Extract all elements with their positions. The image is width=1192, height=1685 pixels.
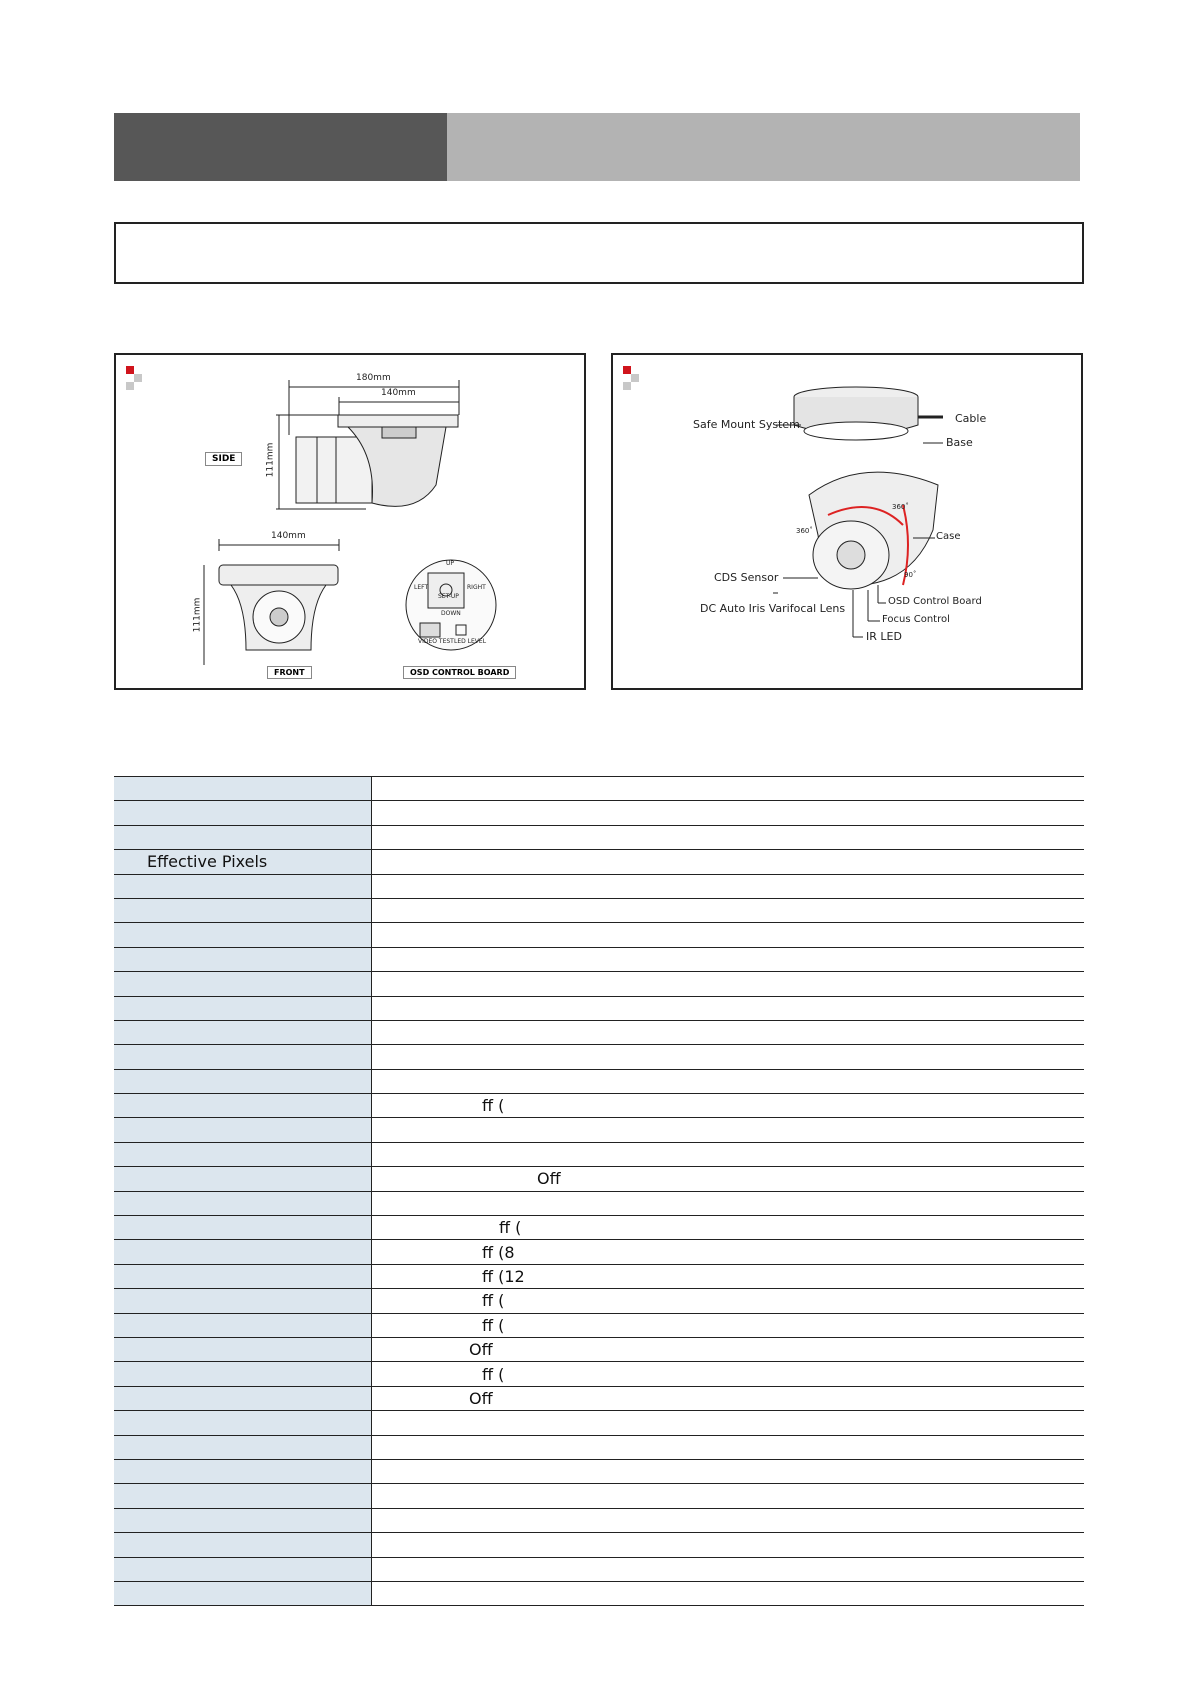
title-box bbox=[114, 222, 1084, 284]
spec-value-cell bbox=[372, 1289, 1085, 1313]
spec-row bbox=[114, 1069, 1084, 1093]
camera-dimension-drawing bbox=[116, 355, 584, 688]
components-panel bbox=[611, 353, 1083, 690]
spec-value-cell bbox=[372, 947, 1085, 971]
spec-row bbox=[114, 1533, 1084, 1557]
spec-label-cell bbox=[114, 801, 372, 825]
spec-value-cell bbox=[372, 850, 1085, 874]
label-osd-control-board: OSD Control Board bbox=[888, 596, 982, 607]
spec-row bbox=[114, 874, 1084, 898]
spec-label-cell bbox=[114, 825, 372, 849]
spec-value-cell bbox=[372, 1459, 1085, 1483]
spec-label bbox=[114, 1291, 147, 1310]
spec-label bbox=[114, 1535, 147, 1554]
spec-label-cell bbox=[114, 1313, 372, 1337]
header-bar-dark bbox=[114, 113, 447, 181]
spec-label bbox=[114, 901, 147, 920]
spec-label bbox=[114, 1487, 147, 1506]
spec-value-cell bbox=[372, 996, 1085, 1020]
spec-value-cell bbox=[372, 1191, 1085, 1215]
spec-label bbox=[114, 926, 147, 945]
spec-row bbox=[114, 1142, 1084, 1166]
label-90: 90˚ bbox=[904, 571, 917, 579]
label-lens: DC Auto Iris Varifocal Lens bbox=[700, 602, 846, 615]
spec-row bbox=[114, 1508, 1084, 1532]
spec-value-cell bbox=[372, 777, 1085, 801]
dim-180: 180mm bbox=[356, 373, 391, 383]
spec-label-cell bbox=[114, 1411, 372, 1435]
spec-row bbox=[114, 1557, 1084, 1581]
label-ir-led: IR LED bbox=[866, 630, 902, 643]
spec-row bbox=[114, 777, 1084, 801]
spec-label-cell bbox=[114, 1435, 372, 1459]
spec-value-cell bbox=[372, 1362, 1085, 1386]
spec-value: ff ( bbox=[482, 1315, 505, 1335]
label-360-top: 360˚ bbox=[892, 503, 909, 511]
spec-value-cell bbox=[372, 1045, 1085, 1069]
spec-label bbox=[114, 1389, 147, 1408]
spec-row bbox=[114, 1216, 1084, 1240]
spec-value-cell bbox=[372, 1069, 1085, 1093]
spec-label bbox=[114, 804, 147, 823]
dim-140-top: 140mm bbox=[381, 388, 416, 398]
spec-label-cell bbox=[114, 996, 372, 1020]
spec-label-cell bbox=[114, 972, 372, 996]
osd-led-level: LED LEVEL bbox=[454, 638, 487, 645]
spec-label-cell bbox=[114, 1508, 372, 1532]
spec-label bbox=[114, 999, 147, 1018]
spec-row bbox=[114, 972, 1084, 996]
spec-label bbox=[114, 1413, 147, 1432]
spec-label bbox=[114, 1438, 147, 1457]
spec-value: ff ( bbox=[499, 1218, 522, 1238]
spec-value-cell bbox=[372, 1264, 1085, 1288]
spec-row bbox=[114, 1020, 1084, 1044]
camera-exploded-drawing bbox=[613, 355, 1081, 688]
spec-row bbox=[114, 1459, 1084, 1483]
label-360-left: 360˚ bbox=[796, 527, 813, 535]
spec-value: Off bbox=[537, 1169, 561, 1189]
spec-value-cell bbox=[372, 1118, 1085, 1142]
header-bar-light bbox=[447, 113, 1080, 181]
spec-label-cell bbox=[114, 1362, 372, 1386]
spec-label bbox=[114, 779, 147, 798]
spec-label bbox=[114, 1584, 147, 1603]
spec-row bbox=[114, 1118, 1084, 1142]
spec-value-cell bbox=[372, 1484, 1085, 1508]
spec-label-cell bbox=[114, 1240, 372, 1264]
spec-value-cell bbox=[372, 1411, 1085, 1435]
spec-row bbox=[114, 947, 1084, 971]
spec-row bbox=[114, 898, 1084, 922]
spec-label-cell bbox=[114, 1289, 372, 1313]
label-case: Case bbox=[936, 531, 961, 542]
spec-table bbox=[114, 776, 1084, 1606]
spec-label-cell bbox=[114, 1069, 372, 1093]
spec-label bbox=[114, 1243, 147, 1262]
spec-label-cell bbox=[114, 947, 372, 971]
spec-label-cell bbox=[114, 1484, 372, 1508]
spec-row bbox=[114, 1045, 1084, 1069]
spec-label bbox=[114, 1560, 147, 1579]
spec-label-cell bbox=[114, 1118, 372, 1142]
spec-row bbox=[114, 1240, 1084, 1264]
spec-row bbox=[114, 850, 1084, 874]
spec-label bbox=[114, 1194, 147, 1213]
spec-row bbox=[114, 923, 1084, 947]
dim-111-front: 111mm bbox=[192, 597, 203, 633]
spec-value-cell bbox=[372, 1142, 1085, 1166]
spec-row bbox=[114, 1484, 1084, 1508]
spec-value: ff ( bbox=[482, 1364, 505, 1384]
label-cable: Cable bbox=[955, 412, 987, 425]
spec-label bbox=[114, 1316, 147, 1335]
spec-label bbox=[114, 1023, 147, 1042]
spec-value: ff (12 bbox=[482, 1267, 525, 1286]
spec-value: Off bbox=[469, 1388, 493, 1408]
spec-label bbox=[114, 1340, 147, 1359]
spec-value-cell bbox=[372, 1313, 1085, 1337]
osd-video-test: VIDEO TEST bbox=[418, 638, 454, 645]
spec-label-cell bbox=[114, 923, 372, 947]
spec-value-cell bbox=[372, 972, 1085, 996]
spec-value: Off bbox=[469, 1340, 493, 1360]
spec-label bbox=[114, 1145, 147, 1164]
side-tag: SIDE bbox=[205, 452, 242, 466]
spec-value-cell bbox=[372, 1020, 1085, 1044]
spec-value-cell bbox=[372, 874, 1085, 898]
spec-label bbox=[114, 950, 147, 969]
spec-value: ff ( bbox=[482, 1291, 505, 1311]
spec-row bbox=[114, 1191, 1084, 1215]
spec-label-cell bbox=[114, 1094, 372, 1118]
spec-label-cell bbox=[114, 874, 372, 898]
spec-label bbox=[114, 1462, 147, 1481]
spec-value-cell bbox=[372, 1337, 1085, 1361]
spec-label-cell bbox=[114, 1557, 372, 1581]
spec-row bbox=[114, 1313, 1084, 1337]
osd-up: UP bbox=[446, 560, 455, 567]
label-focus-control: Focus Control bbox=[882, 614, 950, 625]
spec-value-cell bbox=[372, 1557, 1085, 1581]
spec-value-cell bbox=[372, 1533, 1085, 1557]
spec-value-cell bbox=[372, 1216, 1085, 1240]
spec-label bbox=[114, 1169, 147, 1188]
spec-value: ff ( bbox=[482, 1096, 505, 1116]
spec-label bbox=[114, 1047, 147, 1066]
spec-label-cell bbox=[114, 777, 372, 801]
front-tag: FRONT bbox=[267, 666, 312, 679]
spec-row bbox=[114, 1386, 1084, 1410]
spec-label bbox=[114, 1072, 147, 1091]
spec-label-cell bbox=[114, 1216, 372, 1240]
spec-label-cell bbox=[114, 850, 372, 874]
spec-row bbox=[114, 1264, 1084, 1288]
spec-value-cell bbox=[372, 923, 1085, 947]
spec-value-cell bbox=[372, 1435, 1085, 1459]
spec-value-cell bbox=[372, 1508, 1085, 1532]
spec-label-cell bbox=[114, 898, 372, 922]
spec-row bbox=[114, 1411, 1084, 1435]
spec-label bbox=[114, 1121, 147, 1140]
spec-label bbox=[114, 1365, 147, 1384]
spec-label bbox=[114, 1511, 147, 1530]
spec-label-cell bbox=[114, 1533, 372, 1557]
spec-label bbox=[114, 974, 147, 993]
spec-value-cell bbox=[372, 825, 1085, 849]
spec-label bbox=[114, 1218, 147, 1237]
spec-label bbox=[114, 877, 147, 896]
spec-label-cell bbox=[114, 1337, 372, 1361]
osd-tag: OSD CONTROL BOARD bbox=[403, 666, 516, 679]
spec-row bbox=[114, 1362, 1084, 1386]
spec-row bbox=[114, 825, 1084, 849]
spec-label-cell bbox=[114, 1191, 372, 1215]
spec-row bbox=[114, 1167, 1084, 1191]
spec-row bbox=[114, 1094, 1084, 1118]
spec-label: Effective Pixels bbox=[147, 852, 268, 872]
spec-label-cell bbox=[114, 1264, 372, 1288]
spec-row bbox=[114, 996, 1084, 1020]
spec-row bbox=[114, 1337, 1084, 1361]
spec-label-cell bbox=[114, 1020, 372, 1044]
label-cds-sensor: CDS Sensor bbox=[714, 571, 779, 584]
spec-row bbox=[114, 1581, 1084, 1605]
label-base: Base bbox=[946, 436, 973, 449]
dimensions-panel bbox=[114, 353, 586, 690]
spec-value-cell bbox=[372, 898, 1085, 922]
spec-label-cell bbox=[114, 1142, 372, 1166]
spec-value-cell bbox=[372, 1240, 1085, 1264]
label-safe-mount-system: Safe Mount System bbox=[693, 418, 800, 431]
osd-setup: SET-UP bbox=[438, 593, 459, 600]
spec-label-cell bbox=[114, 1459, 372, 1483]
spec-value-cell bbox=[372, 1094, 1085, 1118]
osd-left: LEFT bbox=[414, 584, 429, 591]
spec-value-cell bbox=[372, 1167, 1085, 1191]
spec-row bbox=[114, 1289, 1084, 1313]
osd-down: DOWN bbox=[441, 610, 461, 617]
spec-row bbox=[114, 1435, 1084, 1459]
dim-111-side: 111mm bbox=[265, 442, 276, 478]
spec-label-cell bbox=[114, 1045, 372, 1069]
spec-label-cell bbox=[114, 1386, 372, 1410]
spec-label bbox=[114, 1096, 147, 1115]
spec-label-cell bbox=[114, 1167, 372, 1191]
spec-value-cell bbox=[372, 1386, 1085, 1410]
spec-label bbox=[114, 828, 147, 847]
spec-value-cell bbox=[372, 801, 1085, 825]
spec-label-cell bbox=[114, 1581, 372, 1605]
spec-label bbox=[114, 1267, 147, 1286]
spec-row bbox=[114, 801, 1084, 825]
spec-value-cell bbox=[372, 1581, 1085, 1605]
osd-right: RIGHT bbox=[467, 584, 486, 591]
dim-140-front: 140mm bbox=[271, 531, 306, 541]
spec-value: ff (8 bbox=[482, 1242, 515, 1262]
